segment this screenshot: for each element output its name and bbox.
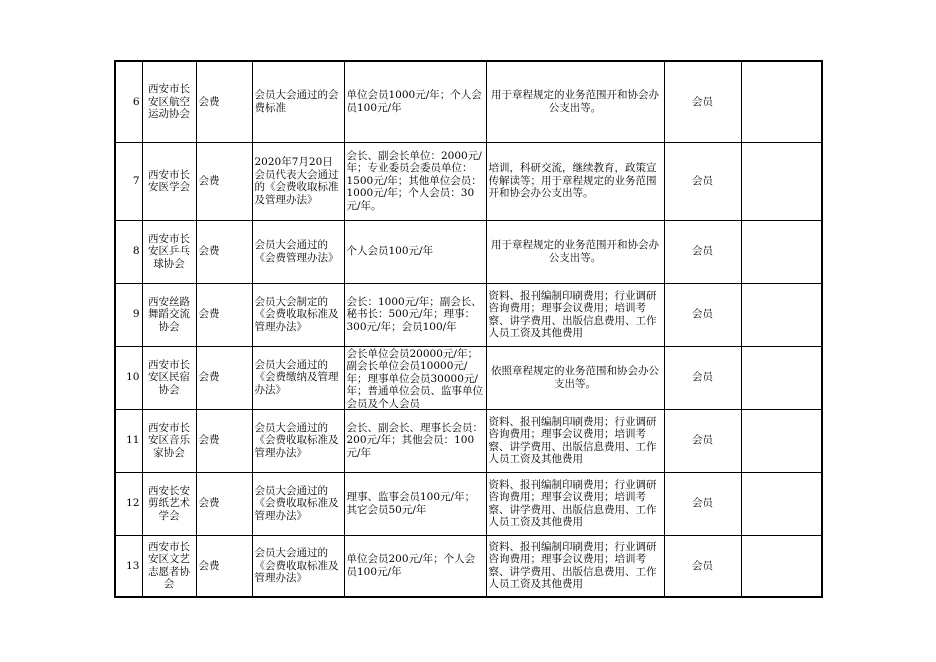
row-number: 12 bbox=[115, 472, 142, 535]
fee-basis: 2020年7月20日会员代表大会通过的《会费收取标准及管理办法》 bbox=[252, 142, 344, 220]
fee-target: 会员 bbox=[664, 142, 741, 220]
fee-table bbox=[114, 60, 823, 598]
fee-usage: 依照章程规定的业务范围和协会办公支出等。 bbox=[486, 346, 664, 409]
fee-type: 会费 bbox=[196, 535, 252, 597]
organization-name: 西安市长安区乒乓球协会 bbox=[142, 220, 196, 283]
fee-standard: 单位会员1000元/年；个人会员100元/年 bbox=[344, 61, 486, 142]
table-row bbox=[115, 409, 822, 472]
fee-type: 会费 bbox=[196, 409, 252, 472]
fee-usage: 资料、报刊编制印刷费用；行业调研咨询费用；理事会议费用；培训考察、讲学费用、出版信息费用、工作人员工资及其他费用 bbox=[486, 283, 664, 346]
organization-name: 西安市长安区音乐家协会 bbox=[142, 409, 196, 472]
row-number: 6 bbox=[115, 61, 142, 142]
fee-basis: 会员大会通过的会费标准 bbox=[252, 61, 344, 142]
fee-usage: 资料、报刊编制印刷费用；行业调研咨询费用；理事会议费用；培训考察、讲学费用、出版信息费用、工作人员工资及其他费用 bbox=[486, 472, 664, 535]
row-number: 7 bbox=[115, 142, 142, 220]
row-number: 8 bbox=[115, 220, 142, 283]
note-cell bbox=[741, 220, 822, 283]
fee-type: 会费 bbox=[196, 142, 252, 220]
note-cell bbox=[741, 283, 822, 346]
fee-type: 会费 bbox=[196, 472, 252, 535]
table-row bbox=[115, 472, 822, 535]
fee-basis: 会员大会通过的《会费管理办法》 bbox=[252, 220, 344, 283]
note-cell bbox=[741, 346, 822, 409]
fee-usage: 资料、报刊编制印刷费用；行业调研咨询费用；理事会议费用；培训考察、讲学费用、出版信息费用、工作人员工资及其他费用 bbox=[486, 535, 664, 597]
table-row bbox=[115, 283, 822, 346]
fee-standard: 理事、监事会员100元/年；其它会员50元/年 bbox=[344, 472, 486, 535]
row-number: 9 bbox=[115, 283, 142, 346]
fee-basis: 会员大会制定的《会费收取标准及管理办法》 bbox=[252, 283, 344, 346]
row-number: 11 bbox=[115, 409, 142, 472]
note-cell bbox=[741, 61, 822, 142]
fee-standard: 个人会员100元/年 bbox=[344, 220, 486, 283]
table-row bbox=[115, 535, 822, 597]
organization-name: 西安市长安区民宿协会 bbox=[142, 346, 196, 409]
fee-type: 会费 bbox=[196, 61, 252, 142]
fee-standard: 单位会员200元/年；个人会员100元/年 bbox=[344, 535, 486, 597]
fee-usage: 用于章程规定的业务范围开和协会办公支出等。 bbox=[486, 61, 664, 142]
fee-target: 会员 bbox=[664, 409, 741, 472]
note-cell bbox=[741, 409, 822, 472]
fee-type: 会费 bbox=[196, 283, 252, 346]
fee-standard: 会长、副会长、理事长会员：200元/年；其他会员：100元/年 bbox=[344, 409, 486, 472]
table-row bbox=[115, 142, 822, 220]
fee-type: 会费 bbox=[196, 346, 252, 409]
note-cell bbox=[741, 535, 822, 597]
fee-target: 会员 bbox=[664, 346, 741, 409]
fee-target: 会员 bbox=[664, 61, 741, 142]
fee-usage: 资料、报刊编制印刷费用；行业调研咨询费用；理事会议费用；培训考察、讲学费用、出版信息费用、工作人员工资及其他费用 bbox=[486, 409, 664, 472]
fee-standard: 会长：1000元/年；副会长、秘书长：500元/年；理事：300元/年；会员100/年 bbox=[344, 283, 486, 346]
fee-standard bbox=[344, 346, 486, 409]
organization-name: 西安丝路舞蹈交流协会 bbox=[142, 283, 196, 346]
fee-type: 会费 bbox=[196, 220, 252, 283]
fee-basis: 会员大会通过的《会费收取标准及管理办法》 bbox=[252, 409, 344, 472]
fee-target: 会员 bbox=[664, 220, 741, 283]
fee-basis: 会员大会通过的《会费收取标准及管理办法》 bbox=[252, 472, 344, 535]
note-cell bbox=[741, 142, 822, 220]
fee-usage: 培训，科研交流，继续教育，政策宣传解读等；用于章程规定的业务范围开和协会办公支出等。 bbox=[486, 142, 664, 220]
organization-name: 西安长安剪纸艺术学会 bbox=[142, 472, 196, 535]
row-number: 10 bbox=[115, 346, 142, 409]
fee-target: 会员 bbox=[664, 472, 741, 535]
fee-usage: 用于章程规定的业务范围开和协会办公支出等。 bbox=[486, 220, 664, 283]
note-cell bbox=[741, 472, 822, 535]
organization-name: 西安市长安区文艺志愿者协会 bbox=[142, 535, 196, 597]
fee-basis: 会员大会通过的《会费缴纳及管理办法》 bbox=[252, 346, 344, 409]
organization-name: 西安市长安医学会 bbox=[142, 142, 196, 220]
table-row bbox=[115, 220, 822, 283]
table-row bbox=[115, 346, 822, 409]
fee-basis: 会员大会通过的《会费收取标准及管理办法》 bbox=[252, 535, 344, 597]
fee-standard-text: 会长单位会员20000元/年；副会长单位会员10000元/年；理事单位会员30000元/年；普通单位会员、监事单位会员及个人会员 bbox=[346, 347, 483, 408]
fee-standard: 会长、副会长单位：2000元/年；专业委员会委员单位：1500元/年；其他单位会员：1000元/年；个人会员：30元/年。 bbox=[344, 142, 486, 220]
row-number: 13 bbox=[115, 535, 142, 597]
fee-target: 会员 bbox=[664, 283, 741, 346]
table-row bbox=[115, 61, 822, 142]
organization-name: 西安市长安区航空运动协会 bbox=[142, 61, 196, 142]
fee-target: 会员 bbox=[664, 535, 741, 597]
